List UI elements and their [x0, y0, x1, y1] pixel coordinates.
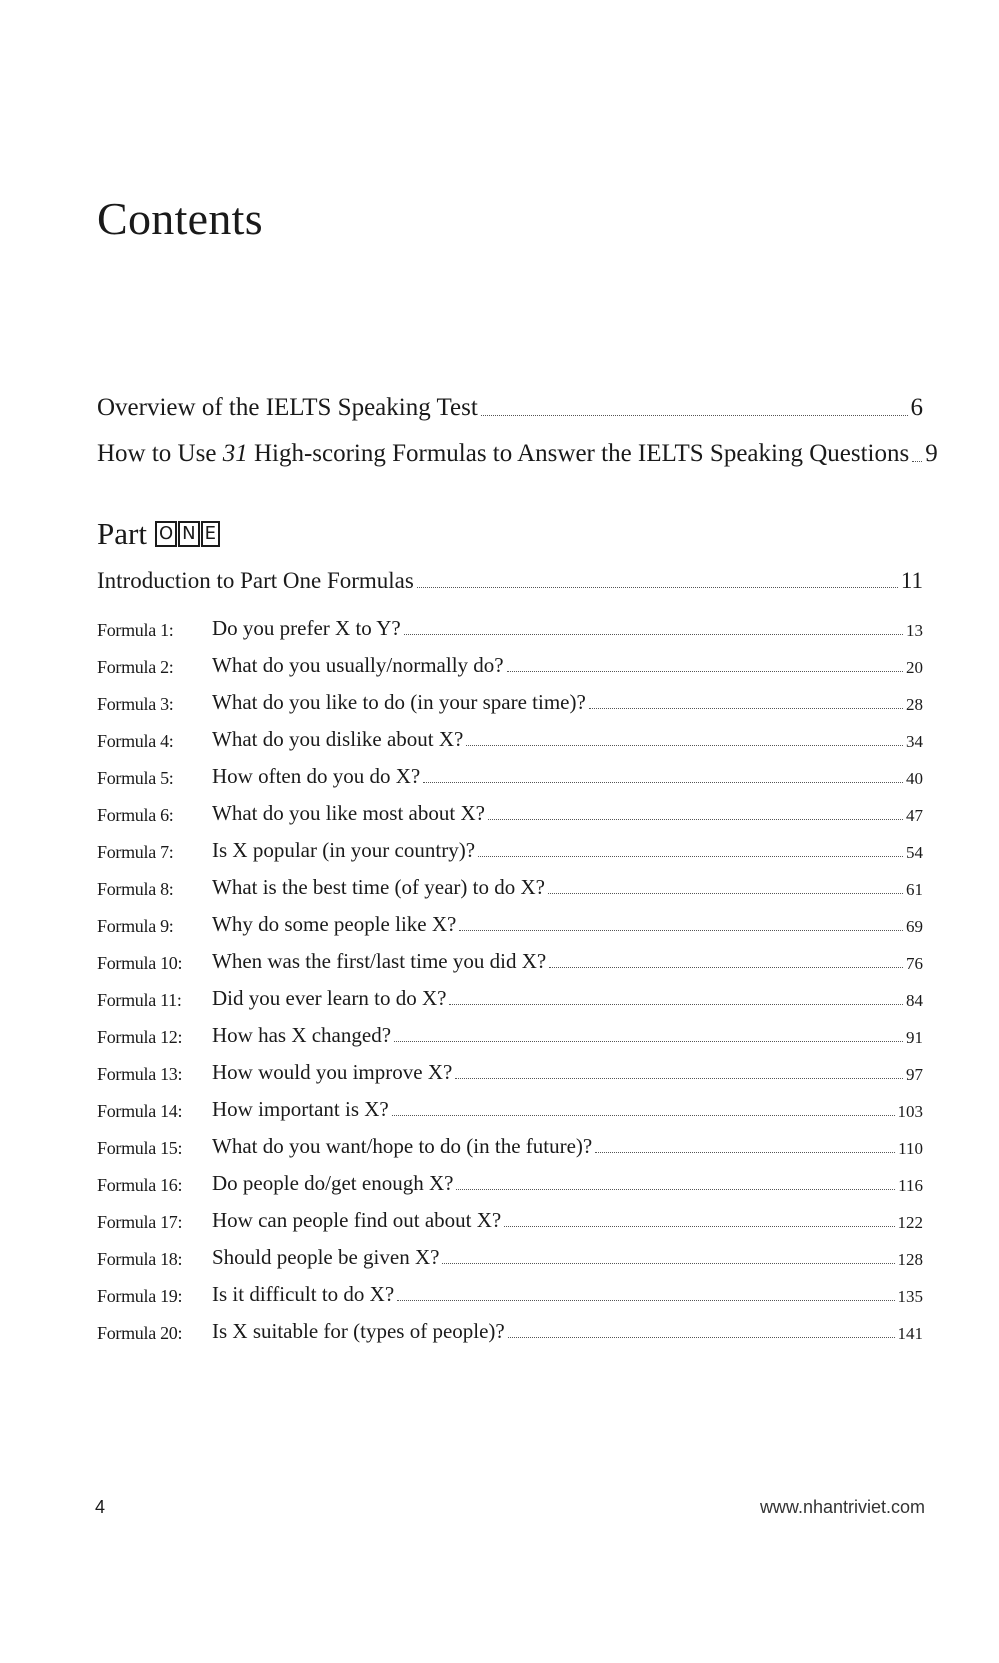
dot-leader: [392, 1115, 895, 1116]
formula-page: 76: [906, 954, 923, 973]
formula-page: 13: [906, 621, 923, 640]
formula-label: Formula 3:: [97, 694, 174, 714]
toc-entry-introduction[interactable]: [97, 564, 923, 594]
formula-label: Formula 5:: [97, 768, 174, 788]
dot-leader: [455, 1078, 903, 1079]
dot-leader: [423, 782, 903, 783]
dot-leader: [456, 1189, 895, 1190]
dot-leader: [481, 415, 908, 416]
dot-leader: [397, 1300, 894, 1301]
toc-page-number: 11: [900, 568, 923, 593]
formula-label: Formula 1:: [97, 620, 174, 640]
formula-row[interactable]: [97, 1094, 923, 1122]
part-one-boxed-label: [155, 521, 220, 547]
formula-page: 54: [906, 843, 923, 862]
part-word: Part: [97, 516, 147, 551]
formula-label: Formula 8:: [97, 879, 174, 899]
footer-website[interactable]: www.nhantriviet.com: [759, 1497, 925, 1517]
formula-page: 84: [906, 991, 923, 1010]
part-one-heading: [97, 516, 220, 552]
formula-label: Formula 4:: [97, 731, 174, 751]
formula-page: 110: [898, 1139, 923, 1158]
formula-page: 28: [906, 695, 923, 714]
dot-leader: [549, 967, 903, 968]
formula-row[interactable]: [97, 1131, 923, 1159]
dot-leader: [459, 930, 903, 931]
formula-text: How important is X?: [212, 1097, 389, 1121]
formula-page: 69: [906, 917, 923, 936]
boxed-letter: N: [178, 521, 199, 547]
formula-text: How often do you do X?: [212, 764, 421, 788]
formula-text: How would you improve X?: [212, 1060, 453, 1084]
formula-text: Is it difficult to do X?: [212, 1282, 395, 1306]
formula-page: 34: [906, 732, 923, 751]
formula-text: What do you want/hope to do (in the future)?: [212, 1134, 593, 1158]
footer-page-number: 4: [95, 1497, 106, 1517]
dot-leader: [478, 856, 903, 857]
formula-row[interactable]: [97, 724, 923, 752]
dot-leader: [466, 745, 903, 746]
formula-row[interactable]: [97, 1205, 923, 1233]
formula-text: How can people find out about X?: [212, 1208, 502, 1232]
formula-page: 135: [897, 1287, 923, 1306]
formula-text: Is X suitable for (types of people)?: [212, 1319, 505, 1343]
formula-page: 122: [897, 1213, 923, 1232]
toc-entry-text-before: How to Use: [97, 440, 223, 467]
formula-label: Formula 12:: [97, 1027, 183, 1047]
formula-text: Did you ever learn to do X?: [212, 986, 447, 1010]
formula-text: What do you like to do (in your spare time)?: [212, 690, 586, 714]
formula-row[interactable]: [97, 946, 923, 974]
dot-leader: [488, 819, 903, 820]
formula-label: Formula 11:: [97, 990, 182, 1010]
page-title: Contents: [97, 193, 263, 244]
formula-row[interactable]: [97, 835, 923, 863]
toc-entry-text: [97, 440, 909, 468]
formula-page: 116: [898, 1176, 923, 1195]
formula-row[interactable]: [97, 798, 923, 826]
formula-text: How has X changed?: [212, 1023, 392, 1047]
toc-page-number: 6: [910, 394, 923, 421]
dot-leader: [417, 587, 898, 588]
formula-row[interactable]: [97, 761, 923, 789]
toc-entry-how-to-use[interactable]: [97, 436, 938, 468]
formula-page: 97: [906, 1065, 923, 1084]
formula-row[interactable]: [97, 1316, 923, 1344]
formula-page: 128: [897, 1250, 923, 1269]
formula-text: When was the first/last time you did X?: [212, 949, 547, 973]
formula-row[interactable]: [97, 613, 923, 641]
formula-label: Formula 7:: [97, 842, 174, 862]
formula-page: 20: [906, 658, 923, 677]
toc-entry-text: Overview of the IELTS Speaking Test: [97, 394, 478, 421]
toc-entry-text-after: High-scoring Formulas to Answer the IELTS Speaking Questions: [247, 440, 910, 467]
formula-row[interactable]: [97, 1020, 923, 1048]
formula-text: What do you dislike about X?: [212, 727, 464, 751]
formula-page: 61: [906, 880, 923, 899]
formula-row[interactable]: [97, 909, 923, 937]
toc-entry-overview[interactable]: [97, 390, 923, 422]
formula-text: Is X popular (in your country)?: [212, 838, 476, 862]
dot-leader: [507, 671, 903, 672]
formula-text: Do you prefer X to Y?: [212, 616, 401, 640]
formula-row[interactable]: [97, 1057, 923, 1085]
formula-page: 91: [906, 1028, 923, 1047]
boxed-letter: E: [201, 521, 220, 547]
formula-label: Formula 2:: [97, 657, 174, 677]
formula-label: Formula 10:: [97, 953, 183, 973]
formula-page: 40: [906, 769, 923, 788]
formula-label: Formula 13:: [97, 1064, 183, 1084]
formula-page: 47: [906, 806, 923, 825]
toc-entry-italic-number: 31: [222, 440, 248, 467]
formula-page: 103: [897, 1102, 923, 1121]
formula-label: Formula 20:: [97, 1323, 183, 1343]
formula-label: Formula 6:: [97, 805, 174, 825]
formula-row[interactable]: [97, 872, 923, 900]
formula-text: Do people do/get enough X?: [212, 1171, 454, 1195]
formula-row[interactable]: [97, 1242, 923, 1270]
dot-leader: [589, 708, 903, 709]
dot-leader: [504, 1226, 894, 1227]
dot-leader: [442, 1263, 894, 1264]
formula-page: 141: [897, 1324, 923, 1343]
formula-label: Formula 17:: [97, 1212, 183, 1232]
formula-label: Formula 16:: [97, 1175, 183, 1195]
formula-row[interactable]: [97, 1168, 923, 1196]
formula-row[interactable]: [97, 1279, 923, 1307]
dot-leader: [394, 1041, 903, 1042]
dot-leader: [508, 1337, 895, 1338]
boxed-letter: O: [155, 521, 177, 547]
dot-leader: [449, 1004, 903, 1005]
formula-row[interactable]: [97, 650, 923, 678]
formula-label: Formula 18:: [97, 1249, 183, 1269]
formula-label: Formula 19:: [97, 1286, 183, 1306]
toc-page-number: 9: [925, 440, 938, 467]
dot-leader: [595, 1152, 895, 1153]
formula-row[interactable]: [97, 687, 923, 715]
dot-leader: [548, 893, 903, 894]
dot-leader: [912, 461, 922, 462]
dot-leader: [404, 634, 903, 635]
formula-label: Formula 15:: [97, 1138, 183, 1158]
formula-text: What do you usually/normally do?: [212, 653, 504, 677]
formula-text: What do you like most about X?: [212, 801, 485, 825]
formula-text: Why do some people like X?: [212, 912, 457, 936]
formula-label: Formula 9:: [97, 916, 174, 936]
formula-label: Formula 14:: [97, 1101, 183, 1121]
formula-text: Should people be given X?: [212, 1245, 440, 1269]
formula-text: What is the best time (of year) to do X?: [212, 875, 545, 899]
toc-entry-text: Introduction to Part One Formulas: [97, 568, 414, 593]
formula-row[interactable]: [97, 983, 923, 1011]
